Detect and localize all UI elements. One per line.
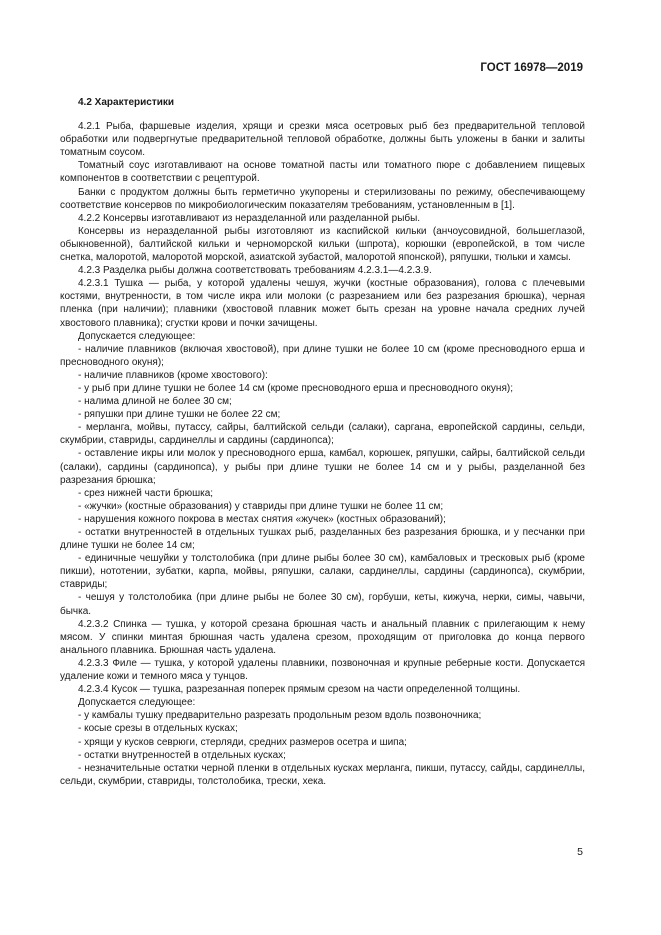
section-heading: 4.2 Характеристики [78,97,175,108]
list-item: - незначительные остатки черной пленки в отдельных кусках мерланга, пикши, путассу, сайды, сардинеллы, сельди, скумбрии, ставриды, толстолобика, трески, хека. [60,762,585,787]
standard-header: ГОСТ 16978—2019 [480,62,583,74]
paragraph: Томатный соус изготавливают на основе томатной пасты или томатного пюре с добавлением пищевых компонентов в соответствии с рецептурой. [60,160,585,185]
paragraph: Банки с продуктом должны быть герметично укупорены и стерилизованы по режиму, обеспечивающему соответствие консервов по микробиологическим показателям требованиям, установленным в [1]. [60,186,585,211]
page-number: 5 [577,846,583,858]
paragraph: Консервы из неразделанной рыбы изготовляют из каспийской кильки (анчоусовидной, большеглазой, обыкновенной), балтийской кильки и черноморской кильки (шпрота), корюшки (европейской, в том числе снетка, малоротой, малоротой морской, азиатской зубастой, малоротой японской), ряпушки, тюльки и хамсы. [60,225,585,264]
list-item: - наличие плавников (включая хвостовой), при длине тушки не более 10 см (кроме пресноводного ерша и пресноводного окуня); [60,343,585,368]
list-item: - остатки внутренностей в отдельных кусках; [78,749,286,761]
list-item: - косые срезы в отдельных кусках; [78,723,238,735]
paragraph: 4.2.3.1 Тушка — рыба, у которой удалены чешуя, жучки (костные образования), голова с плечевыми костями, внутренности, в том числе икра или молоки (с разрезанием или без разрезания брюшка), черная пленка (при наличии); плавники (хвостовой плавник может быть срезан на уровне начала средних лучей хвостового плавника); сгустки крови и почки зачищены. [60,278,585,329]
list-item: - «жучки» (костные образования) у ставриды при длине тушки не более 11 см; [78,500,444,512]
list-item: - оставление икры или молок у пресноводного ерша, камбал, корюшек, ряпушки, сайры, балтийской сельди (салаки), сардины (сардинопса), у рыбы при длине тушки не более 14 см и у рыбы, разделанной без разрезания брюшка; [60,448,585,486]
list-item: - остатки внутренностей в отдельных тушках рыб, разделанных без разрезания брюшка, и у песчанки при длине тушки не более 14 см; [60,527,585,552]
page-content [60,96,585,788]
paragraph: 4.2.3.3 Филе — тушка, у которой удалены плавники, позвоночная и крупные реберные кости. Допускается удаление кожи и темного мяса у тунцов. [60,657,585,683]
paragraph: Допускается следующее: [78,697,196,709]
list-item: - у камбалы тушку предварительно разрезать продольным резом вдоль позвоночника; [78,710,482,722]
list-item: - хрящи у кусков севрюги, стерляди, средних размеров осетра и шипа; [78,736,407,748]
list-item: - ряпушки при длине тушки не более 22 см; [78,409,281,421]
list-item: - единичные чешуйки у толстолобика (при длине рыбы более 30 см), камбаловых и тресковых рыб (кроме пикши), нототении, зубатки, карпа, мойвы, ряпушки, салаки, сардинеллы, сардины (сардинопса), скумбрии, ставриды; [60,553,585,591]
paragraph: 4.2.2 Консервы изготавливают из неразделанной или разделанной рыбы. [78,212,421,224]
list-item: - у рыб при длине тушки не более 14 см (кроме пресноводного ерша и пресноводного окуня); [78,382,513,394]
paragraph: 4.2.3.2 Спинка — тушка, у которой срезана брюшная часть и анальный плавник с прилегающим к нему мясом. У спинки минтая брюшная часть удалена срезом, проходящим от приголовка до конца первого анального плавника. Брюшная часть удалена. [60,618,585,656]
paragraph: 4.2.1 Рыба, фаршевые изделия, хрящи и срезки мяса осетровых рыб без предварительной тепловой обработки или подвергнутые предварительной тепловой обработке, должны быть уложены в банки и залиты томатным соусом. [60,121,585,159]
list-item: - мерланга, мойвы, путассу, сайры, балтийской сельди (салаки), саргана, европейской сардины, сельди, скумбрии, ставриды, сардинеллы и сардины (сардинопса); [60,422,585,447]
list-item: - налима длиной не более 30 см; [78,396,232,408]
paragraph: Допускается следующее: [78,330,196,342]
paragraph: 4.2.3.4 Кусок — тушка, разрезанная поперек прямым срезом на части определенной толщины. [78,684,521,696]
list-item: - чешуя у толстолобика (при длине рыбы не более 30 см), горбуши, кеты, кижуча, нерки, симы, чавычи, бычка. [60,592,585,617]
paragraph: 4.2.3 Разделка рыбы должна соответствовать требованиям 4.2.3.1—4.2.3.9. [78,265,432,277]
list-item: - срез нижней части брюшка; [78,487,214,499]
list-item: - нарушения кожного покрова в местах снятия «жучек» (костных образований); [78,513,446,525]
list-item: - наличие плавников (кроме хвостового): [78,369,268,381]
